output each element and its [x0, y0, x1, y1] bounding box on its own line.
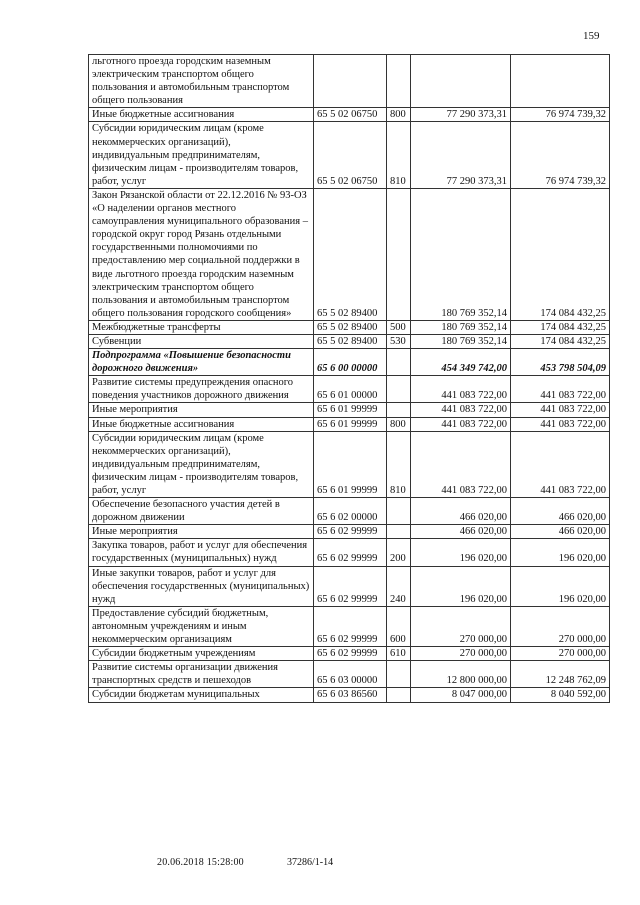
row-name-cell: Развитие системы предупреждения опасного поведения участников дорожного движения	[89, 376, 314, 403]
row-expense-type-cell: 500	[387, 320, 411, 334]
row-sum-2018-cell: 8 047 000,00	[411, 688, 511, 702]
row-code-cell: 65 6 03 00000	[314, 661, 387, 688]
row-name-cell: Межбюджетные трансферты	[89, 320, 314, 334]
budget-table	[88, 54, 610, 703]
row-code-cell: 65 6 02 00000	[314, 498, 387, 525]
row-expense-type-cell	[387, 525, 411, 539]
row-name-cell: Иные закупки товаров, работ и услуг для обеспечения государственных (муниципальных) нужд	[89, 566, 314, 606]
row-sum-2018-cell: 441 083 722,00	[411, 417, 511, 431]
table-row	[89, 188, 610, 320]
row-sum-2018-cell: 196 020,00	[411, 566, 511, 606]
row-code-cell: 65 5 02 06750	[314, 122, 387, 188]
table-row	[89, 498, 610, 525]
row-name-cell: Субсидии бюджетам муниципальных	[89, 688, 314, 702]
row-sum-2019-cell: 76 974 739,32	[511, 122, 610, 188]
row-code-cell: 65 6 02 99999	[314, 566, 387, 606]
row-code-cell: 65 6 03 86560	[314, 688, 387, 702]
row-name-cell: Закупка товаров, работ и услуг для обеспечения государственных (муниципальных) нужд	[89, 539, 314, 566]
row-sum-2019-cell: 466 020,00	[511, 525, 610, 539]
row-expense-type-cell: 200	[387, 539, 411, 566]
row-sum-2018-cell: 77 290 373,31	[411, 122, 511, 188]
row-code-cell: 65 6 01 99999	[314, 403, 387, 417]
row-expense-type-cell	[387, 55, 411, 108]
row-sum-2019-cell: 174 084 432,25	[511, 188, 610, 320]
table-row	[89, 647, 610, 661]
table-row	[89, 661, 610, 688]
row-sum-2018-cell: 454 349 742,00	[411, 349, 511, 376]
row-name-cell: Закон Рязанской области от 22.12.2016 № 93-ОЗ «О наделении органов местного самоуправления муниципального образования – городской округ город Рязань отдельными государственными полномочиями по предоставлению мер социальной поддержки в виде льготного проезда городским наземным электрическим транспортом общего пользования и автомобильным транспортом общего пользования городского сообщения»	[89, 188, 314, 320]
row-sum-2019-cell: 441 083 722,00	[511, 431, 610, 497]
row-code-cell: 65 5 02 89400	[314, 334, 387, 348]
page-number: 159	[583, 30, 600, 42]
row-sum-2019-cell: 196 020,00	[511, 566, 610, 606]
row-sum-2019-cell: 12 248 762,09	[511, 661, 610, 688]
table-row	[89, 403, 610, 417]
row-expense-type-cell: 600	[387, 606, 411, 646]
row-sum-2019-cell: 174 084 432,25	[511, 334, 610, 348]
row-code-cell: 65 5 02 89400	[314, 188, 387, 320]
row-sum-2019-cell: 270 000,00	[511, 647, 610, 661]
row-code-cell: 65 6 01 99999	[314, 417, 387, 431]
table-row	[89, 539, 610, 566]
row-name-cell: Подпрограмма «Повышение безопасности дорожного движения»	[89, 349, 314, 376]
row-expense-type-cell: 240	[387, 566, 411, 606]
row-sum-2018-cell: 441 083 722,00	[411, 403, 511, 417]
row-name-cell: Предоставление субсидий бюджетным, автономным учреждениям и иным некоммерческим организациям	[89, 606, 314, 646]
row-expense-type-cell: 610	[387, 647, 411, 661]
row-sum-2019-cell	[511, 55, 610, 108]
table-row	[89, 108, 610, 122]
row-sum-2018-cell: 180 769 352,14	[411, 334, 511, 348]
row-expense-type-cell	[387, 349, 411, 376]
row-sum-2018-cell: 270 000,00	[411, 606, 511, 646]
row-sum-2019-cell: 270 000,00	[511, 606, 610, 646]
row-code-cell: 65 6 02 99999	[314, 525, 387, 539]
row-sum-2019-cell: 8 040 592,00	[511, 688, 610, 702]
table-row	[89, 417, 610, 431]
row-name-cell: Субсидии юридическим лицам (кроме некоммерческих организаций), индивидуальным предпринимателям, физическим лицам - производителям товаров, работ, услуг	[89, 431, 314, 497]
row-sum-2018-cell: 196 020,00	[411, 539, 511, 566]
row-sum-2019-cell: 441 083 722,00	[511, 417, 610, 431]
row-name-cell: Иные мероприятия	[89, 525, 314, 539]
row-name-cell: Обеспечение безопасного участия детей в дорожном движении	[89, 498, 314, 525]
table-row	[89, 320, 610, 334]
row-sum-2019-cell: 441 083 722,00	[511, 403, 610, 417]
row-sum-2018-cell: 180 769 352,14	[411, 320, 511, 334]
row-name-cell: Иные бюджетные ассигнования	[89, 417, 314, 431]
row-sum-2018-cell: 441 083 722,00	[411, 376, 511, 403]
table-row	[89, 122, 610, 188]
row-sum-2019-cell: 174 084 432,25	[511, 320, 610, 334]
budget-table-body	[89, 55, 610, 703]
row-expense-type-cell	[387, 661, 411, 688]
row-sum-2018-cell: 12 800 000,00	[411, 661, 511, 688]
row-name-cell: Развитие системы организации движения транспортных средств и пешеходов	[89, 661, 314, 688]
row-name-cell: Субсидии бюджетным учреждениям	[89, 647, 314, 661]
row-sum-2019-cell: 76 974 739,32	[511, 108, 610, 122]
row-name-cell: Субсидии юридическим лицам (кроме некоммерческих организаций), индивидуальным предпринимателям, физическим лицам - производителям товаров, работ, услуг	[89, 122, 314, 188]
table-row	[89, 376, 610, 403]
row-sum-2018-cell: 270 000,00	[411, 647, 511, 661]
table-row	[89, 688, 610, 702]
row-name-cell: Иные бюджетные ассигнования	[89, 108, 314, 122]
row-code-cell: 65 6 02 99999	[314, 606, 387, 646]
row-code-cell: 65 5 02 89400	[314, 320, 387, 334]
table-row	[89, 606, 610, 646]
row-expense-type-cell: 530	[387, 334, 411, 348]
row-sum-2019-cell: 441 083 722,00	[511, 376, 610, 403]
row-expense-type-cell: 810	[387, 431, 411, 497]
table-row	[89, 566, 610, 606]
row-code-cell: 65 6 01 99999	[314, 431, 387, 497]
row-expense-type-cell	[387, 688, 411, 702]
row-expense-type-cell: 810	[387, 122, 411, 188]
table-row	[89, 431, 610, 497]
row-code-cell: 65 5 02 06750	[314, 108, 387, 122]
table-row	[89, 349, 610, 376]
row-sum-2018-cell: 441 083 722,00	[411, 431, 511, 497]
row-expense-type-cell: 800	[387, 108, 411, 122]
row-code-cell: 65 6 02 99999	[314, 539, 387, 566]
row-sum-2018-cell: 466 020,00	[411, 525, 511, 539]
table-row	[89, 334, 610, 348]
row-code-cell: 65 6 02 99999	[314, 647, 387, 661]
row-expense-type-cell	[387, 498, 411, 525]
row-sum-2019-cell: 453 798 504,09	[511, 349, 610, 376]
footer-datetime: 20.06.2018 15:28:00	[157, 857, 244, 868]
row-name-cell: Иные мероприятия	[89, 403, 314, 417]
row-name-cell: Субвенции	[89, 334, 314, 348]
row-sum-2018-cell: 180 769 352,14	[411, 188, 511, 320]
row-name-cell: льготного проезда городским наземным электрическим транспортом общего пользования и автомобильным транспортом общего пользования	[89, 55, 314, 108]
row-expense-type-cell	[387, 188, 411, 320]
table-row	[89, 55, 610, 108]
row-code-cell: 65 6 00 00000	[314, 349, 387, 376]
row-sum-2018-cell: 77 290 373,31	[411, 108, 511, 122]
row-code-cell	[314, 55, 387, 108]
footer-document-code: 37286/1-14	[287, 857, 334, 868]
row-expense-type-cell	[387, 403, 411, 417]
row-code-cell: 65 6 01 00000	[314, 376, 387, 403]
table-row	[89, 525, 610, 539]
row-sum-2019-cell: 196 020,00	[511, 539, 610, 566]
row-sum-2018-cell: 466 020,00	[411, 498, 511, 525]
row-expense-type-cell	[387, 376, 411, 403]
row-expense-type-cell: 800	[387, 417, 411, 431]
row-sum-2018-cell	[411, 55, 511, 108]
row-sum-2019-cell: 466 020,00	[511, 498, 610, 525]
